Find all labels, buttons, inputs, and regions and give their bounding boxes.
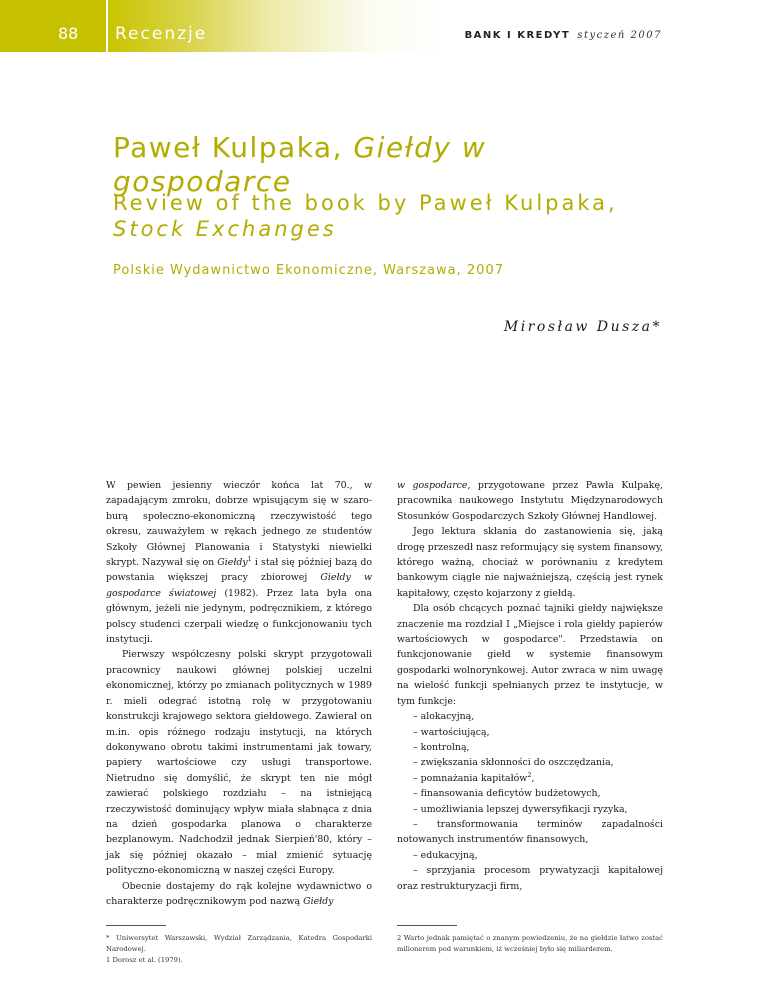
footnotes-left [106,933,372,966]
footnotes-right [397,933,663,955]
publisher-line: Polskie Wydawnictwo Ekonomiczne, Warszawa, 2007 [113,263,504,278]
footnote: 1 Dorosz et al. (1979). [106,956,183,964]
list-item: – alokacyjną, [413,711,475,723]
list-item: – zwiększania skłonności do oszczędzania, [413,757,614,769]
paragraph: Obecnie dostajemy do rąk kolejne wydawnictwo o charakterze podręcznikowym pod nazwą Giełdy [106,880,372,907]
text-column-left [106,478,372,909]
section-label: Recenzje [115,24,208,44]
journal-header [465,29,662,43]
paragraph: Pierwszy współczesny polski skrypt przygotowali pracownicy naukowi głównej polskiej uczelni ekonomicznej, którzy po zmianach politycznych w 1989 r. mieli odegrać istotną rolę w przygotowaniu konstrukcji krajowego sektora giełdowego. Zawierał on m.in. opis różnego rodzaju instytucji, na których dokonywano obrotu takimi instrumentami jak towary, papiery wartościowe czy usługi transportowe. Nietrudno się domyślić, że skrypt ten nie mógł zawierać polskiego rozdziału – na istniejącą rzeczywistość dominujący wpływ miała słabnąca z dnia na dzień gospodarka planowa o charakterze bezplanowym. Nadchodził jednak Sierpień'80, który – jak się później okazało – miał zmienić sytuację polityczno-ekonomiczną w naszej części Europy. [106,649,372,877]
page-header [0,0,768,52]
footnote-rule-left [106,925,166,926]
list-item: – pomnażania kapitałów$^2$, [413,770,535,784]
function-list [397,709,663,894]
list-item: – umożliwiania lepszej dywersyfikacji ryzyka, [413,803,628,815]
list-item: – transformowania terminów zapadalności notowanych instrumentów finansowych, [397,818,663,846]
paragraph: Dla osób chcących poznać tajniki giełdy największe znaczenie ma rozdział I „Miejsce i rola giełdy papierów wartościowych w gospodarce". Przedstawia on funkcjonowanie giełd w systemie finansowym gospodarki wolnorynkowej. Autor zwraca w nim uwagę na wielość funkcji spełnianych przez te instytucje, w tym funkcje: [397,603,663,707]
article-title [113,131,673,199]
review-author: Mirosław Dusza* [503,319,662,335]
journal-date: styczeń 2007 [577,30,662,41]
article-subtitle [113,190,693,242]
paragraph: w gospodarce, przygotowane przez Pawła Kulpakę, pracownika naukowego Instytutu Międzynarodowych Stosunków Gospodarczych Szkoły Głównej Handlowej. [397,480,663,522]
subtitle-line2: Stock Exchanges [113,217,337,241]
footnote-rule-right [397,925,457,926]
paragraph: Jego lektura skłania do zastanowienia się, jaką drogę przeszedł nasz reformujący się system finansowy, którego ważną, chociaż w porównaniu z kredytem bankowym ciągle nie najważniejszą, częścią jest rynek kapitałowy, często kojarzony z giełdą. [397,526,663,599]
paragraph: W pewien jesienny wieczór końca lat 70., w zapadającym zmroku, dobrze wpisującym się w szaro-burą społeczno-ekonomiczną rzeczywistość tego okresu, zauważyłem w rękach jednego ze studentów Szkoły Głównej Planowania i Statystyki niewielki skrypt. Nazywał się on Giełdy$^1$ i stał się później bazą do powstania większej pracy zbiorowej Giełdy w gospodarce światowej (1982). Przez lata była ona głównym, jeżeli nie jedynym, podręcznikiem, z którego polscy studenci czerpali wiedzę o funkcjonowaniu tych instytucji. [106,480,372,646]
list-item: – kontrolną, [413,741,470,753]
footnote: 2 Warto jednak pamiętać o znanym powiedzeniu, że na giełdzie łatwo zostać milionerem pod warunkiem, iż wcześniej było się miliarderem. [397,934,663,953]
journal-name: BANK I KREDYT [464,30,571,41]
list-item: – wartościującą, [413,726,490,738]
page-number: 88 [58,24,79,43]
list-item: – sprzyjania procesom prywatyzacji kapitałowej oraz restrukturyzacji firm, [397,865,663,892]
page-number-box [0,0,106,52]
list-item: – edukacyjną, [413,849,478,861]
footnote: * Uniwersytet Warszawski, Wydział Zarządzania, Katedra Gospodarki Narodowej. [106,934,372,953]
subtitle-line1: Review of the book by Paweł Kulpaka, [113,191,618,215]
title-book: Giełdy w gospodarce [113,131,487,198]
list-item: – finansowania deficytów budżetowych, [413,788,601,800]
text-column-right [397,478,663,894]
title-author: Paweł Kulpaka, [113,131,354,164]
